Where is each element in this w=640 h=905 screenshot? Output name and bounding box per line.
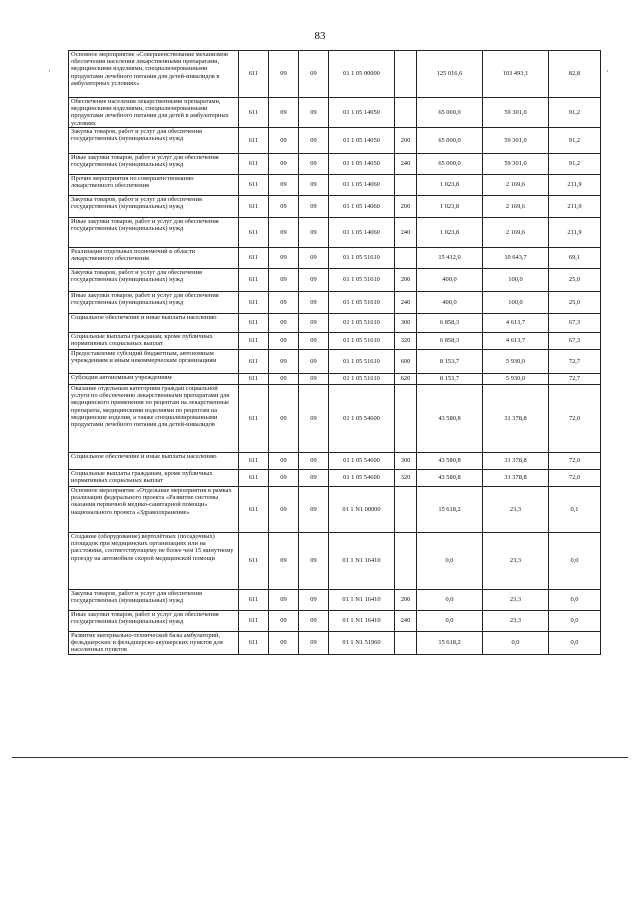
row-plan-value: 1 023,8 — [417, 218, 483, 248]
row-expense-type: 620 — [395, 374, 417, 385]
row-ministry-code: 611 — [239, 98, 269, 128]
row-target-code: 01 1 N1 51960 — [329, 632, 395, 655]
row-subsection-code: 09 — [299, 453, 329, 470]
row-expense-type: 200 — [395, 128, 417, 154]
row-plan-value: 65 000,0 — [417, 98, 483, 128]
row-plan-value: 400,0 — [417, 292, 483, 314]
row-subsection-code: 09 — [299, 611, 329, 632]
row-subsection-code: 09 — [299, 269, 329, 292]
row-ministry-code: 611 — [239, 269, 269, 292]
table-row — [69, 533, 601, 590]
row-name: Закупка товаров, работ и услуг для обеспечения государственных (муниципальных) нужд — [69, 590, 239, 611]
row-target-code: 01 1 05 51610 — [329, 333, 395, 350]
table-row — [69, 218, 601, 248]
row-actual-value: 10 643,7 — [483, 248, 549, 269]
row-section-code: 09 — [269, 374, 299, 385]
row-section-code: 09 — [269, 154, 299, 175]
row-name: Реализация отдельных полномочий в области лекарственного обеспечения — [69, 248, 239, 269]
row-subsection-code: 09 — [299, 632, 329, 655]
table-row — [69, 374, 601, 385]
row-subsection-code: 09 — [299, 487, 329, 533]
row-expense-type — [395, 487, 417, 533]
row-target-code: 01 1 05 54600 — [329, 385, 395, 453]
row-name: Закупка товаров, работ и услуг для обеспечения государственных (муниципальных) нужд — [69, 269, 239, 292]
row-percent-value: 0,1 — [549, 487, 601, 533]
row-percent-value: 72,0 — [549, 385, 601, 453]
row-percent-value: 0,0 — [549, 533, 601, 590]
row-ministry-code: 611 — [239, 196, 269, 218]
row-percent-value: 72,0 — [549, 470, 601, 487]
row-percent-value: 0,0 — [549, 590, 601, 611]
row-section-code: 09 — [269, 487, 299, 533]
row-plan-value: 400,0 — [417, 269, 483, 292]
row-percent-value: 67,3 — [549, 333, 601, 350]
row-percent-value: 211,9 — [549, 218, 601, 248]
row-percent-value: 91,2 — [549, 128, 601, 154]
row-actual-value: 100,0 — [483, 292, 549, 314]
row-section-code: 09 — [269, 128, 299, 154]
row-actual-value: 23,3 — [483, 611, 549, 632]
row-ministry-code: 611 — [239, 51, 269, 98]
row-percent-value: 72,0 — [549, 453, 601, 470]
row-actual-value: 23,3 — [483, 533, 549, 590]
row-target-code: 01 1 05 51610 — [329, 292, 395, 314]
row-subsection-code: 09 — [299, 350, 329, 374]
row-actual-value: 2 169,6 — [483, 196, 549, 218]
row-percent-value: 211,9 — [549, 175, 601, 196]
row-name: Социальные выплаты гражданам, кроме публичных нормативных социальных выплат — [69, 333, 239, 350]
table-row — [69, 128, 601, 154]
row-expense-type — [395, 632, 417, 655]
row-target-code: 01 1 05 14060 — [329, 196, 395, 218]
row-percent-value: 91,2 — [549, 98, 601, 128]
row-section-code: 09 — [269, 590, 299, 611]
row-section-code: 09 — [269, 453, 299, 470]
row-target-code: 01 1 N1 16410 — [329, 590, 395, 611]
row-plan-value: 65 000,0 — [417, 128, 483, 154]
row-name: Развитие материально-технической базы амбулаторий, фельдшерских и фельдшерско-акушерских пунктов для населенных пунктов — [69, 632, 239, 655]
row-expense-type: 200 — [395, 269, 417, 292]
row-section-code: 09 — [269, 98, 299, 128]
row-plan-value: 43 580,8 — [417, 385, 483, 453]
table-row — [69, 292, 601, 314]
row-name: Создание (оборудование) вертолётных (посадочных) площадок при медицинских организациях или на расстоянии, соответствующему не более чем 15 минутному проезду на автомобиле скорой медицинской помощи — [69, 533, 239, 590]
row-percent-value: 0,0 — [549, 632, 601, 655]
row-plan-value: 15 412,0 — [417, 248, 483, 269]
row-section-code: 09 — [269, 632, 299, 655]
row-actual-value: 0,0 — [483, 632, 549, 655]
row-target-code: 01 1 05 51610 — [329, 248, 395, 269]
row-target-code: 01 1 05 51610 — [329, 314, 395, 333]
row-section-code: 09 — [269, 611, 299, 632]
table-row — [69, 611, 601, 632]
table-row — [69, 269, 601, 292]
row-actual-value: 2 169,6 — [483, 218, 549, 248]
row-expense-type: 600 — [395, 350, 417, 374]
row-section-code: 09 — [269, 292, 299, 314]
row-actual-value: 59 301,0 — [483, 98, 549, 128]
row-expense-type — [395, 98, 417, 128]
row-percent-value: 69,1 — [549, 248, 601, 269]
table-row — [69, 453, 601, 470]
row-subsection-code: 09 — [299, 175, 329, 196]
row-subsection-code: 09 — [299, 218, 329, 248]
row-expense-type: 300 — [395, 314, 417, 333]
row-ministry-code: 611 — [239, 611, 269, 632]
row-ministry-code: 611 — [239, 218, 269, 248]
row-name: Субсидии автономным учреждениям — [69, 374, 239, 385]
row-actual-value: 103 493,1 — [483, 51, 549, 98]
row-target-code: 01 1 05 14050 — [329, 98, 395, 128]
row-target-code: 01 1 05 54600 — [329, 453, 395, 470]
row-plan-value: 15 618,2 — [417, 632, 483, 655]
row-name: Обеспечение населения лекарственными препаратами, медицинскими изделиями, специализированными продуктами лечебного питания для детей в амбулаторных условиях — [69, 98, 239, 128]
row-expense-type: 200 — [395, 590, 417, 611]
row-section-code: 09 — [269, 175, 299, 196]
row-subsection-code: 09 — [299, 590, 329, 611]
row-section-code: 09 — [269, 350, 299, 374]
table-row — [69, 154, 601, 175]
table-row — [69, 632, 601, 655]
row-ministry-code: 611 — [239, 350, 269, 374]
row-subsection-code: 09 — [299, 333, 329, 350]
row-name: Предоставление субсидий бюджетным, автономным учреждениям и иным некоммерческим организациям — [69, 350, 239, 374]
row-plan-value: 43 580,8 — [417, 453, 483, 470]
row-target-code: 01 1 05 14060 — [329, 218, 395, 248]
row-ministry-code: 611 — [239, 453, 269, 470]
row-name: Социальные выплаты гражданам, кроме публичных нормативных социальных выплат — [69, 470, 239, 487]
table-row — [69, 175, 601, 196]
row-expense-type: 200 — [395, 196, 417, 218]
row-target-code: 01 1 05 51610 — [329, 350, 395, 374]
row-expense-type: 320 — [395, 470, 417, 487]
row-name: Основное мероприятие «Отдельные мероприятия в рамках реализации федерального проекта «Развитие системы оказания первичной медико-санитарной помощи» национального проекта «Здравоохранение» — [69, 487, 239, 533]
row-subsection-code: 09 — [299, 154, 329, 175]
row-name: Прочие мероприятия по совершенствованию лекарственного обеспечения — [69, 175, 239, 196]
row-name: Оказание отдельным категориям граждан социальной услуги по обеспечению лекарственными препаратами для медицинского применения по рецептам на лекарственные препараты, медицинскими изделиями по рецептам на медицинские изделия, а также специализированными продуктами лечебного питания для детей-инвалидов — [69, 385, 239, 453]
row-subsection-code: 09 — [299, 374, 329, 385]
row-subsection-code: 09 — [299, 248, 329, 269]
table-row — [69, 385, 601, 453]
row-plan-value: 0,0 — [417, 533, 483, 590]
row-section-code: 09 — [269, 218, 299, 248]
row-plan-value: 65 000,0 — [417, 154, 483, 175]
row-expense-type — [395, 385, 417, 453]
row-section-code: 09 — [269, 314, 299, 333]
row-subsection-code: 09 — [299, 196, 329, 218]
row-ministry-code: 611 — [239, 314, 269, 333]
row-name: Иные закупки товаров, работ и услуг для обеспечения государственных (муниципальных) нужд — [69, 218, 239, 248]
row-expense-type: 240 — [395, 292, 417, 314]
page-number: 83 — [314, 30, 326, 42]
row-name: Социальное обеспечение и иные выплаты населению — [69, 453, 239, 470]
row-ministry-code: 611 — [239, 533, 269, 590]
budget-table — [68, 50, 601, 655]
row-plan-value: 6 858,3 — [417, 314, 483, 333]
row-target-code: 01 1 05 14050 — [329, 154, 395, 175]
row-ministry-code: 611 — [239, 333, 269, 350]
row-percent-value: 67,3 — [549, 314, 601, 333]
row-actual-value: 23,3 — [483, 487, 549, 533]
row-section-code: 09 — [269, 51, 299, 98]
row-name: Социальное обеспечение и иные выплаты населению — [69, 314, 239, 333]
row-target-code: 01 1 05 00000 — [329, 51, 395, 98]
row-ministry-code: 611 — [239, 248, 269, 269]
row-percent-value: 211,9 — [549, 196, 601, 218]
row-actual-value: 2 169,6 — [483, 175, 549, 196]
row-ministry-code: 611 — [239, 487, 269, 533]
row-name: Закупка товаров, работ и услуг для обеспечения государственных (муниципальных) нужд — [69, 128, 239, 154]
table-row — [69, 51, 601, 98]
row-target-code: 01 1 05 54600 — [329, 470, 395, 487]
row-subsection-code: 09 — [299, 98, 329, 128]
row-actual-value: 4 613,7 — [483, 314, 549, 333]
row-expense-type — [395, 175, 417, 196]
table-row — [69, 314, 601, 333]
row-actual-value: 23,3 — [483, 590, 549, 611]
row-subsection-code: 09 — [299, 128, 329, 154]
row-plan-value: 125 016,6 — [417, 51, 483, 98]
row-name: Основное мероприятие «Совершенствование механизмов обеспечения населения лекарственными препаратами, медицинскими изделиями, специализированными продуктами лечебного питания для детей-инвалидов в амбулаторных условиях» — [69, 51, 239, 98]
row-expense-type — [395, 51, 417, 98]
table-row — [69, 248, 601, 269]
scan-speck: · — [606, 66, 609, 76]
row-target-code: 01 1 05 51610 — [329, 269, 395, 292]
row-plan-value: 1 023,8 — [417, 196, 483, 218]
row-target-code: 01 1 05 14050 — [329, 128, 395, 154]
row-plan-value: 0,0 — [417, 611, 483, 632]
row-plan-value: 0,0 — [417, 590, 483, 611]
row-actual-value: 4 613,7 — [483, 333, 549, 350]
row-ministry-code: 611 — [239, 175, 269, 196]
row-expense-type — [395, 248, 417, 269]
row-actual-value: 5 930,0 — [483, 350, 549, 374]
row-plan-value: 1 023,8 — [417, 175, 483, 196]
table-row — [69, 98, 601, 128]
row-actual-value: 31 378,8 — [483, 453, 549, 470]
row-name: Закупка товаров, работ и услуг для обеспечения государственных (муниципальных) нужд — [69, 196, 239, 218]
row-subsection-code: 09 — [299, 314, 329, 333]
row-percent-value: 72,7 — [549, 350, 601, 374]
row-ministry-code: 611 — [239, 470, 269, 487]
row-plan-value: 8 153,7 — [417, 374, 483, 385]
row-plan-value: 15 618,2 — [417, 487, 483, 533]
row-section-code: 09 — [269, 333, 299, 350]
row-target-code: 01 1 N1 16410 — [329, 611, 395, 632]
row-ministry-code: 611 — [239, 374, 269, 385]
row-actual-value: 5 930,0 — [483, 374, 549, 385]
row-section-code: 09 — [269, 248, 299, 269]
row-actual-value: 100,0 — [483, 269, 549, 292]
row-section-code: 09 — [269, 196, 299, 218]
row-section-code: 09 — [269, 385, 299, 453]
row-percent-value: 91,2 — [549, 154, 601, 175]
table-body — [69, 51, 601, 655]
row-target-code: 01 1 N1 00000 — [329, 487, 395, 533]
row-name: Иные закупки товаров, работ и услуг для обеспечения государственных (муниципальных) нужд — [69, 292, 239, 314]
row-percent-value: 25,0 — [549, 292, 601, 314]
table-row — [69, 470, 601, 487]
row-percent-value: 82,8 — [549, 51, 601, 98]
row-section-code: 09 — [269, 269, 299, 292]
row-percent-value: 0,0 — [549, 611, 601, 632]
row-actual-value: 31 378,8 — [483, 470, 549, 487]
row-percent-value: 25,0 — [549, 269, 601, 292]
row-plan-value: 6 858,3 — [417, 333, 483, 350]
row-ministry-code: 611 — [239, 632, 269, 655]
row-actual-value: 59 301,0 — [483, 154, 549, 175]
row-section-code: 09 — [269, 533, 299, 590]
row-ministry-code: 611 — [239, 154, 269, 175]
table-row — [69, 196, 601, 218]
row-expense-type — [395, 533, 417, 590]
row-subsection-code: 09 — [299, 385, 329, 453]
row-name: Иные закупки товаров, работ и услуг для обеспечения государственных (муниципальных) нужд — [69, 154, 239, 175]
row-section-code: 09 — [269, 470, 299, 487]
row-actual-value: 59 301,0 — [483, 128, 549, 154]
row-subsection-code: 09 — [299, 51, 329, 98]
page-bottom-rule — [12, 757, 628, 758]
row-expense-type: 240 — [395, 218, 417, 248]
table-row — [69, 590, 601, 611]
row-plan-value: 8 153,7 — [417, 350, 483, 374]
row-name: Иные закупки товаров, работ и услуг для обеспечения государственных (муниципальных) нужд — [69, 611, 239, 632]
row-target-code: 01 1 N1 16410 — [329, 533, 395, 590]
row-subsection-code: 09 — [299, 470, 329, 487]
row-expense-type: 240 — [395, 154, 417, 175]
row-percent-value: 72,7 — [549, 374, 601, 385]
row-ministry-code: 611 — [239, 292, 269, 314]
row-expense-type: 300 — [395, 453, 417, 470]
row-subsection-code: 09 — [299, 292, 329, 314]
row-expense-type: 320 — [395, 333, 417, 350]
row-subsection-code: 09 — [299, 533, 329, 590]
row-ministry-code: 611 — [239, 385, 269, 453]
table-row — [69, 350, 601, 374]
row-plan-value: 43 580,8 — [417, 470, 483, 487]
row-target-code: 01 1 05 51610 — [329, 374, 395, 385]
table-row — [69, 333, 601, 350]
row-expense-type: 240 — [395, 611, 417, 632]
row-ministry-code: 611 — [239, 590, 269, 611]
table-row — [69, 487, 601, 533]
scan-speck: · — [48, 66, 51, 76]
row-ministry-code: 611 — [239, 128, 269, 154]
row-target-code: 01 1 05 14060 — [329, 175, 395, 196]
row-actual-value: 31 378,8 — [483, 385, 549, 453]
